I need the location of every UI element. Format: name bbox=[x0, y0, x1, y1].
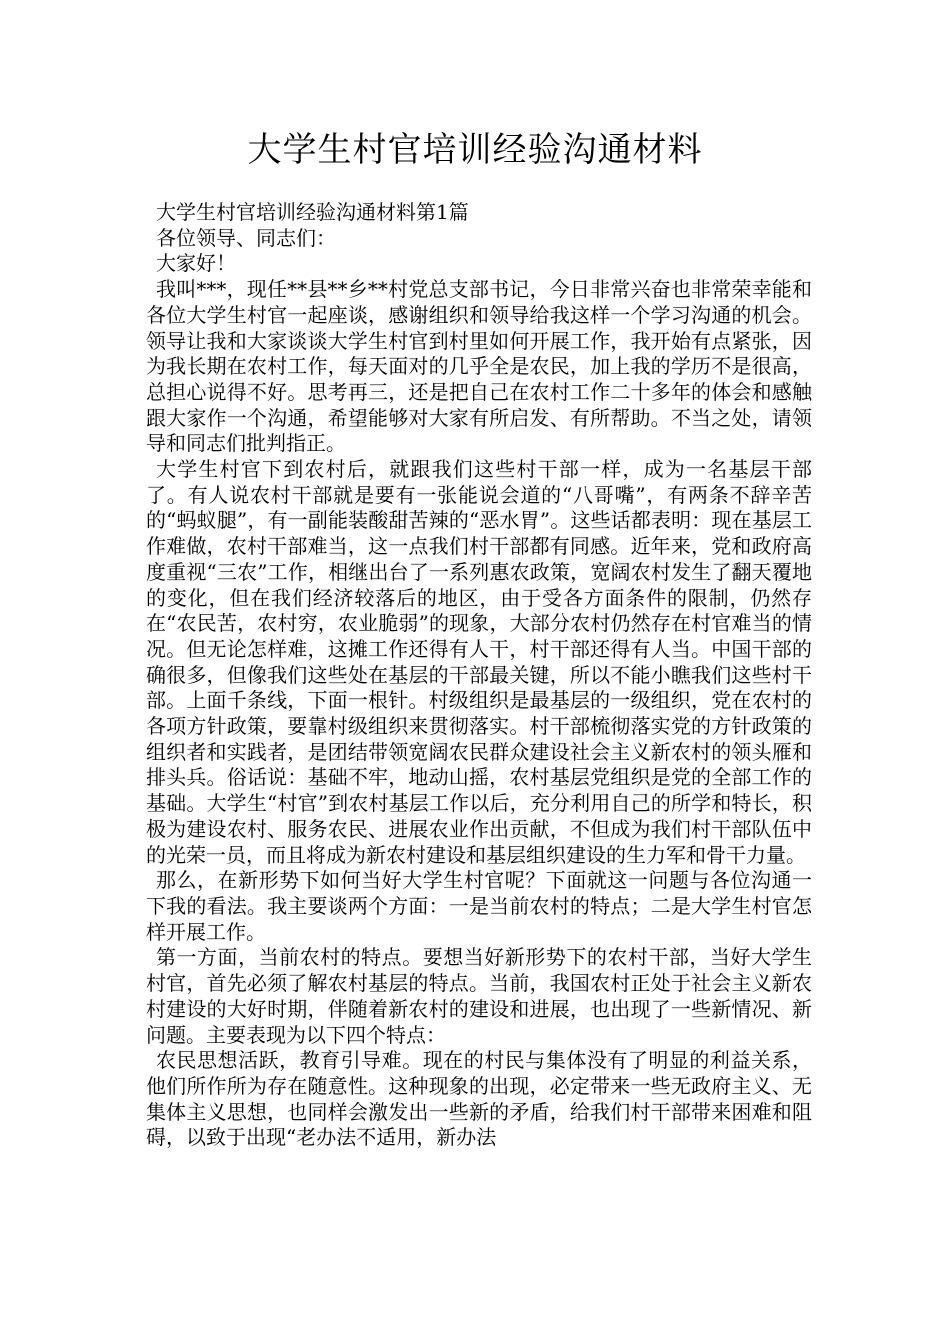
paragraph-topic-overview: 那么，在新形势下如何当好大学生村官呢？下面就这一问题与各位沟通一下我的看法。我主要谈两个方面：一是当前农村的特点；二是大学生村官怎样开展工作。 bbox=[146, 868, 812, 944]
greeting: 大家好！ bbox=[156, 251, 236, 276]
paragraph-rural-characteristics: 第一方面，当前农村的特点。要想当好新形势下的农村干部，当好大学生村官，首先必须了解农村基层的特点。当前，我国农村正处于社会主义新农村建设的大好时期，伴随着新农村的建设和进展，也出现了一些新情况、新问题。主要表现为以下四个特点： bbox=[146, 945, 812, 1047]
paragraph-introduction: 我叫***，现任**县**乡**村党总支部书记，今日非常兴奋也非常荣幸能和各位大学生村官一起座谈，感谢组织和领导给我这样一个学习沟通的机会。领导让我和大家谈谈大学生村官到村里如何开展工作，我开始有点紧张，因为我长期在农村工作，每天面对的几乎全是农民，加上我的学历不是很高，总担心说得不好。思考再三，还是把自己在农村工作二十多年的体会和感触跟大家作一个沟通，希望能够对大家有所启发、有所帮助。不当之处，请领导和同志们批判指正。 bbox=[146, 277, 812, 456]
document-title: 大学生村官培训经验沟通材料 bbox=[247, 130, 703, 170]
salutation: 各位领导、同志们： bbox=[156, 225, 336, 250]
document-body bbox=[146, 200, 812, 1151]
paragraph-farmer-thinking: 农民思想活跃，教育引导难。现在的村民与集体没有了明显的利益关系，他们所作所为存在随意性。这种现象的出现，必定带来一些无政府主义、无集体主义思想，也同样会激发出一些新的矛盾，给我们村干部带来困难和阻碍，以致于出现“老办法不适用，新办法 bbox=[146, 1048, 812, 1150]
paragraph-village-cadres: 大学生村官下到农村后，就跟我们这些村干部一样，成为一名基层干部了。有人说农村干部就是要有一张能说会道的“八哥嘴”，有两条不辞辛苦的“蚂蚁腿”，有一副能装酸甜苦辣的“恶水胃”。这些话都表明：现在基层工作难做，农村干部难当，这一点我们村干部都有同感。近年来，党和政府高度重视“三农”工作，相继出台了一系列惠农政策，宽阔农村发生了翻天覆地的变化，但在我们经济较落后的地区，由于受各方面条件的限制，仍然存在“农民苦，农村穷，农业脆弱”的现象，大部分农村仍然存在村官难当的情况。但无论怎样难，这摊工作还得有人干，村干部还得有人当。中国干部的确很多，但像我们这些处在基层的干部最关键，所以不能小瞧我们这些村干部。上面千条线，下面一根针。村级组织是最基层的一级组织，党在农村的各项方针政策，要靠村级组织来贯彻落实。村干部梳彻落实党的方针政策的组织者和实践者，是团结带领宽阔农民群众建设社会主义新农村的领头雁和排头兵。俗话说：基础不牢，地动山摇，农村基层党组织是党的全部工作的基础。大学生“村官”到农村基层工作以后，充分利用自己的所学和特长，积极为建设农村、服务农民、进展农业作出贡献，不但成为我们村干部队伍中的光荣一员，而且将成为新农村建设和基层组织建设的生力军和骨干力量。 bbox=[146, 457, 812, 867]
section-heading: 大学生村官培训经验沟通材料第1篇 bbox=[156, 200, 469, 224]
